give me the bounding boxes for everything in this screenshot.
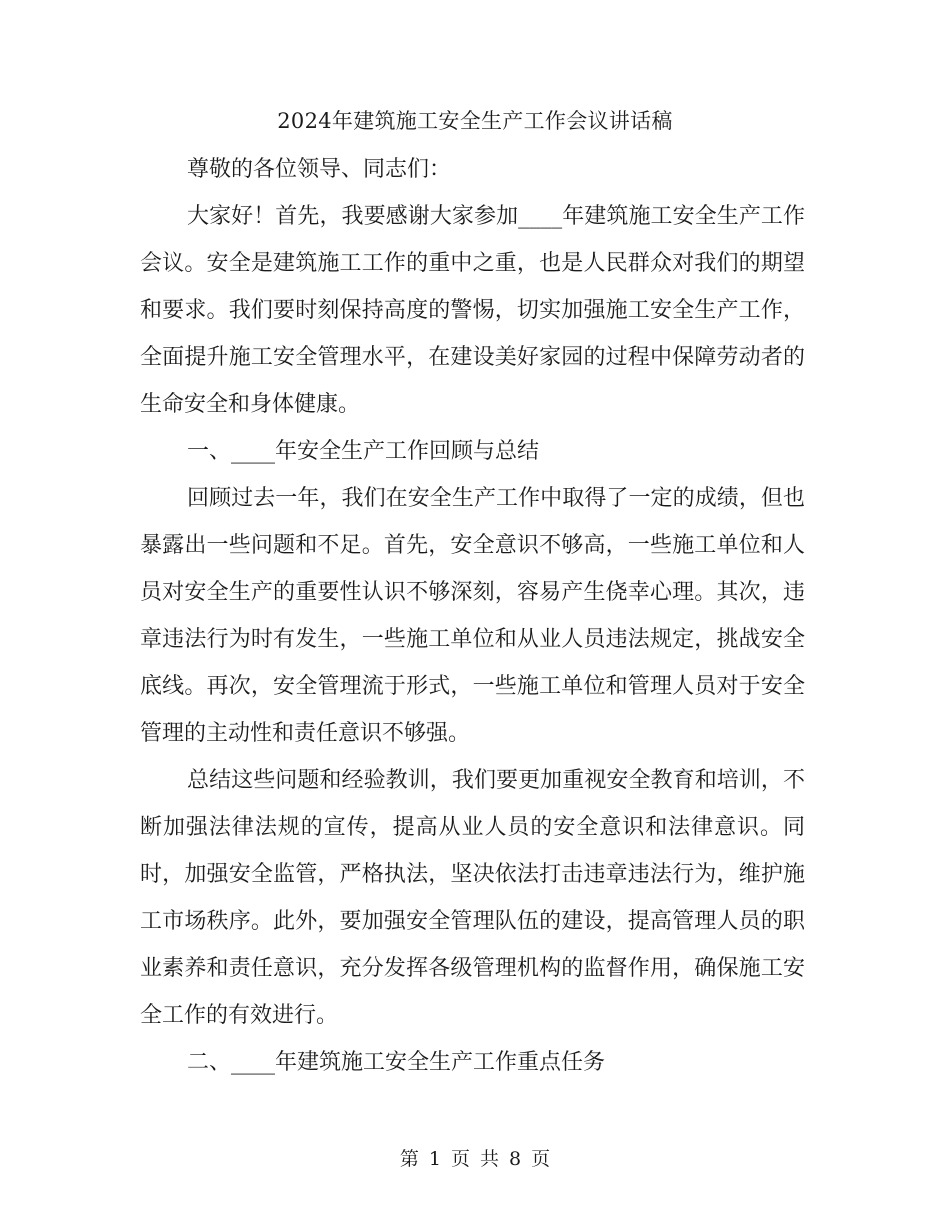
- salutation-paragraph: 尊敬的各位领导、同志们：: [187, 157, 452, 182]
- section-heading-2: 二、____年建筑施工安全生产工作重点任务: [187, 1050, 606, 1075]
- document-body: [140, 146, 805, 1086]
- section-heading-1: 一、____年安全生产工作回顾与总结: [187, 439, 540, 464]
- page-number-footer: 第 1 页 共 8 页: [399, 1148, 551, 1170]
- document-title: 2024年建筑施工安全生产工作会议讲话稿: [277, 109, 673, 133]
- opening-paragraph: 大家好！首先，我要感谢大家参加____年建筑施工安全生产工作会议。安全是建筑施工工作的重中之重，也是人民群众对我们的期望和要求。我们要时刻保持高度的警惕，切实加强施工安全生产工作，全面提升施工安全管理水平，在建设美好家园的过程中保障劳动者的生命安全和身体健康。: [140, 204, 805, 417]
- review-paragraph: 回顾过去一年，我们在安全生产工作中取得了一定的成绩，但也暴露出一些问题和不足。首先，安全意识不够高，一些施工单位和人员对安全生产的重要性认识不够深刻，容易产生侥幸心理。其次，违章违法行为时有发生，一些施工单位和从业人员违法规定，挑战安全底线。再次，安全管理流于形式，一些施工单位和管理人员对于安全管理的主动性和责任意识不够强。: [140, 486, 805, 746]
- summary-paragraph: 总结这些问题和经验教训，我们要更加重视安全教育和培训，不断加强法律法规的宣传，提高从业人员的安全意识和法律意识。同时，加强安全监管，严格执法，坚决依法打击违章违法行为，维护施工市场秩序。此外，要加强安全管理队伍的建设，提高管理人员的职业素养和责任意识，充分发挥各级管理机构的监督作用，确保施工安全工作的有效进行。: [140, 768, 805, 1028]
